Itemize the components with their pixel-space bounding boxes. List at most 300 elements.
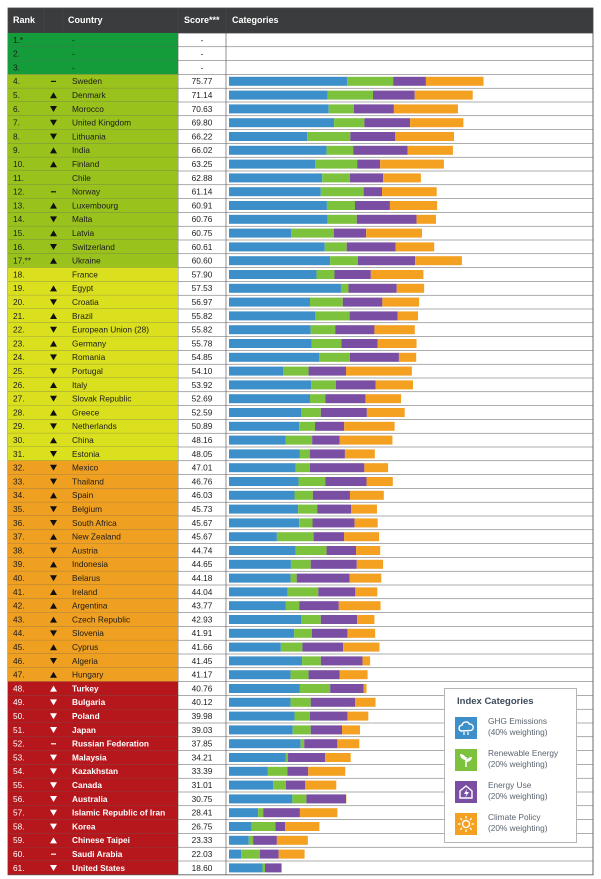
country-label: European Union (28) xyxy=(72,324,150,335)
bar-segment-energy-use xyxy=(393,77,426,86)
country-label: United Kingdom xyxy=(72,117,132,128)
bar-segment-energy-use xyxy=(357,215,417,224)
legend-label-renewable: Renewable Energy xyxy=(488,748,559,758)
bar-segment-ghg xyxy=(229,270,316,279)
bar-segment-renewable xyxy=(283,367,308,376)
country-label: Croatia xyxy=(72,297,99,307)
country-label: New Zealand xyxy=(72,531,121,542)
rank-label: 37. xyxy=(13,531,25,542)
bar-segment-ghg xyxy=(229,643,281,652)
bar-segment-energy-use xyxy=(343,298,383,307)
bar-segment-climate-policy xyxy=(380,160,444,169)
score-label: 60.60 xyxy=(191,255,213,266)
country-label: Turkey xyxy=(72,683,99,694)
bar-segment-renewable xyxy=(327,146,354,155)
rank-country-cell xyxy=(8,309,178,323)
country-label: Canada xyxy=(72,780,102,790)
score-label: 41.17 xyxy=(191,669,213,680)
score-label: 28.41 xyxy=(191,807,213,818)
rank-label: 30. xyxy=(13,435,25,445)
bar-segment-climate-policy xyxy=(340,436,393,445)
bar-segment-renewable xyxy=(311,325,335,334)
bar-segment-ghg xyxy=(229,712,295,721)
rank-label: 6. xyxy=(13,103,20,114)
bar-segment-energy-use xyxy=(335,325,374,334)
score-label: 55.78 xyxy=(191,338,213,349)
bar-segment-ghg xyxy=(229,863,262,872)
bar-segment-energy-use xyxy=(253,836,277,845)
bar-segment-renewable xyxy=(292,794,306,803)
bar-segment-renewable xyxy=(347,77,393,86)
country-label: Netherlands xyxy=(72,421,117,432)
score-label: 60.75 xyxy=(191,228,213,238)
bar-segment-energy-use xyxy=(350,311,398,320)
bar-segment-ghg xyxy=(229,118,334,127)
bar-segment-climate-policy xyxy=(364,463,388,472)
score-label: 43.77 xyxy=(191,600,213,611)
rank-label: 48. xyxy=(13,683,25,694)
bar-segment-energy-use xyxy=(321,656,363,665)
score-label: - xyxy=(200,48,204,59)
rank-label: 29. xyxy=(13,421,25,432)
score-label: 45.73 xyxy=(191,504,213,514)
rank-label: 17.** xyxy=(13,255,31,266)
bar-segment-energy-use xyxy=(336,380,376,389)
score-label: 54.10 xyxy=(191,366,213,376)
country-label: Romania xyxy=(72,352,106,363)
bar-segment-climate-policy xyxy=(308,767,345,776)
bar-segment-ghg xyxy=(229,615,301,624)
bar-segment-climate-policy xyxy=(397,311,418,320)
score-label: 54.85 xyxy=(191,352,213,363)
bar-segment-renewable xyxy=(301,739,305,748)
country-label: Luxembourg xyxy=(72,200,119,211)
bar-segment-renewable xyxy=(288,587,319,596)
score-label: 56.97 xyxy=(191,297,213,307)
bar-segment-ghg xyxy=(229,104,329,113)
bar-segment-climate-policy xyxy=(345,449,375,458)
bar-segment-energy-use xyxy=(317,505,351,514)
rank-country-cell xyxy=(8,61,178,75)
rank-label: 34. xyxy=(13,490,25,501)
bar-segment-energy-use xyxy=(297,574,350,583)
bar-segment-ghg xyxy=(229,353,319,362)
bar-segment-renewable xyxy=(341,284,349,293)
score-label: 47.01 xyxy=(191,462,213,473)
country-label: Switzerland xyxy=(72,241,115,252)
country-label: Mexico xyxy=(72,462,99,473)
score-label: 69.80 xyxy=(191,117,213,128)
bar-segment-climate-policy xyxy=(396,242,435,251)
bar-segment-renewable xyxy=(296,546,327,555)
rank-label: 47. xyxy=(13,669,25,680)
legend-item-renewable xyxy=(455,748,575,780)
bar-segment-renewable xyxy=(252,822,276,831)
bar-segment-energy-use xyxy=(299,601,339,610)
bar-segment-ghg xyxy=(229,587,288,596)
score-label: 48.05 xyxy=(191,448,213,459)
score-label: - xyxy=(200,34,204,45)
score-label: 46.76 xyxy=(191,476,213,487)
country-label: - xyxy=(72,34,75,45)
score-label: 44.74 xyxy=(191,545,213,556)
energy-use-icon xyxy=(455,781,477,803)
bar-segment-climate-policy xyxy=(366,229,422,238)
bar-segment-climate-policy xyxy=(415,256,462,265)
bar-segment-renewable xyxy=(311,380,336,389)
bar-segment-renewable xyxy=(300,449,310,458)
rank-label: 56. xyxy=(13,793,25,804)
bar-segment-ghg xyxy=(229,725,293,734)
country-label: Argentina xyxy=(72,600,108,611)
bar-segment-ghg xyxy=(229,256,330,265)
bar-segment-ghg xyxy=(229,698,291,707)
country-label: Australia xyxy=(72,793,108,804)
legend-item-climate-policy xyxy=(455,812,575,844)
bar-segment-ghg xyxy=(229,546,296,555)
bar-segment-climate-policy xyxy=(399,353,416,362)
rank-label: 20. xyxy=(13,297,25,307)
rank-label: 53. xyxy=(13,752,25,763)
bar-segment-climate-policy xyxy=(340,670,368,679)
country-label: India xyxy=(72,145,90,156)
bar-segment-climate-policy xyxy=(347,712,368,721)
bar-segment-renewable xyxy=(299,422,315,431)
score-label: 75.77 xyxy=(191,76,213,87)
country-label: Morocco xyxy=(72,103,104,114)
bar-segment-ghg xyxy=(229,505,298,514)
score-label: 48.16 xyxy=(191,435,213,445)
bar-segment-renewable xyxy=(321,187,364,196)
bar-segment-energy-use xyxy=(286,781,305,790)
country-label: Thailand xyxy=(72,476,104,487)
bar-segment-energy-use xyxy=(312,629,348,638)
bar-segment-renewable xyxy=(277,532,314,541)
country-label: Chile xyxy=(72,172,91,183)
bar-segment-ghg xyxy=(229,767,268,776)
bar-segment-ghg xyxy=(229,284,341,293)
score-label: 30.75 xyxy=(191,793,213,804)
country-label: - xyxy=(72,62,75,73)
bar-segment-ghg xyxy=(229,684,300,693)
bar-segment-ghg xyxy=(229,463,296,472)
rank-country-cell xyxy=(8,212,178,226)
score-label: 53.92 xyxy=(191,379,213,390)
bar-segment-climate-policy xyxy=(363,656,371,665)
header-score: Score*** xyxy=(184,15,220,25)
rank-label: 59. xyxy=(13,835,25,846)
score-label: 44.18 xyxy=(191,573,213,583)
bar-segment-energy-use xyxy=(364,118,410,127)
country-label: Ukraine xyxy=(72,255,101,266)
bar-segment-renewable xyxy=(268,767,287,776)
bar-segment-renewable xyxy=(298,477,325,486)
bar-segment-climate-policy xyxy=(417,215,436,224)
bar-segment-energy-use xyxy=(321,408,367,417)
score-label: 41.91 xyxy=(191,628,213,639)
score-label: 46.03 xyxy=(191,490,213,501)
bar-segment-renewable xyxy=(301,408,321,417)
bar-segment-climate-policy xyxy=(285,822,319,831)
bar-segment-energy-use xyxy=(327,546,357,555)
score-label: 37.85 xyxy=(191,738,213,749)
bar-segment-ghg xyxy=(229,574,291,583)
bar-segment-renewable xyxy=(316,270,334,279)
bar-segment-energy-use xyxy=(357,160,380,169)
legend xyxy=(444,688,577,843)
rank-label: 7. xyxy=(13,117,20,128)
score-label: 50.89 xyxy=(191,421,213,432)
rank-label: 27. xyxy=(13,393,25,404)
bar-segment-energy-use xyxy=(311,560,357,569)
bar-segment-climate-policy xyxy=(343,643,379,652)
bar-segment-climate-policy xyxy=(374,325,414,334)
bar-segment-climate-policy xyxy=(390,201,437,210)
bar-segment-ghg xyxy=(229,808,258,817)
rank-label: 44. xyxy=(13,628,25,639)
bar-segment-energy-use xyxy=(321,615,357,624)
bar-segment-climate-policy xyxy=(376,380,413,389)
rank-label: 24. xyxy=(13,352,25,363)
bar-segment-climate-policy xyxy=(355,587,377,596)
rank-label: 9. xyxy=(13,145,20,156)
score-label: 42.93 xyxy=(191,614,213,625)
country-label: United States xyxy=(72,862,126,873)
country-label: Greece xyxy=(72,407,100,418)
bar-segment-renewable xyxy=(291,229,333,238)
bar-segment-renewable xyxy=(295,712,310,721)
bar-segment-renewable xyxy=(302,656,321,665)
rank-label: 57. xyxy=(13,807,25,818)
country-label: Cyprus xyxy=(72,642,99,652)
country-label: Slovak Republic xyxy=(72,393,132,404)
rank-label: 19. xyxy=(13,283,25,294)
rank-label: 50. xyxy=(13,711,25,721)
bar-segment-ghg xyxy=(229,491,295,500)
rank-label: 33. xyxy=(13,476,25,487)
legend-weight-ghg: (40% weighting) xyxy=(488,727,548,737)
bar-segment-ghg xyxy=(229,91,328,100)
country-label: Hungary xyxy=(72,669,104,680)
rank-label: 13. xyxy=(13,200,25,211)
bar-segment-climate-policy xyxy=(382,187,437,196)
bar-segment-renewable xyxy=(295,491,313,500)
bar-segment-ghg xyxy=(229,242,325,251)
bar-segment-energy-use xyxy=(318,587,355,596)
score-label: 60.61 xyxy=(191,241,213,252)
bar-segment-climate-policy xyxy=(357,560,383,569)
score-label: 41.45 xyxy=(191,655,213,666)
score-label: 44.04 xyxy=(191,586,213,597)
country-label: - xyxy=(72,48,75,59)
legend-weight-energy-use: (20% weighting) xyxy=(488,791,548,801)
bar-segment-ghg xyxy=(229,822,252,831)
bar-segment-energy-use xyxy=(310,463,364,472)
bar-segment-energy-use xyxy=(309,670,340,679)
country-label: Belarus xyxy=(72,573,101,583)
country-label: Islamic Republic of Iran xyxy=(72,807,166,818)
bar-segment-ghg xyxy=(229,601,286,610)
bar-segment-ghg xyxy=(229,380,311,389)
country-label: Denmark xyxy=(72,90,106,100)
rank-label: 1.* xyxy=(13,34,24,45)
score-label: 40.12 xyxy=(191,697,213,708)
legend-item-ghg xyxy=(455,716,575,748)
score-label: 62.88 xyxy=(191,172,213,183)
score-label: 71.14 xyxy=(191,90,213,100)
bar-segment-ghg xyxy=(229,173,322,182)
bar-segment-renewable xyxy=(258,808,263,817)
country-label: Finland xyxy=(72,159,100,169)
bar-segment-ghg xyxy=(229,339,312,348)
rank-label: 36. xyxy=(13,517,25,528)
legend-item-energy-use xyxy=(455,780,575,812)
bar-segment-ghg xyxy=(229,229,291,238)
bar-segment-renewable xyxy=(286,601,299,610)
bar-segment-ghg xyxy=(229,215,328,224)
rank-label: 10. xyxy=(13,159,25,169)
bar-segment-renewable xyxy=(328,91,373,100)
rank-label: 35. xyxy=(13,504,25,514)
score-label: 63.25 xyxy=(191,159,213,169)
bar-segment-climate-policy xyxy=(367,408,405,417)
rank-label: 40. xyxy=(13,573,25,583)
bar-segment-ghg xyxy=(229,656,302,665)
header-categories: Categories xyxy=(232,15,279,25)
bar-segment-energy-use xyxy=(325,477,366,486)
bar-segment-ghg xyxy=(229,77,347,86)
rank-label: 58. xyxy=(13,821,25,832)
bar-segment-energy-use xyxy=(325,394,365,403)
bar-segment-renewable xyxy=(262,863,265,872)
bar-segment-energy-use xyxy=(311,698,355,707)
sun-icon xyxy=(455,813,477,835)
bar-segment-energy-use xyxy=(354,104,394,113)
bar-segment-ghg xyxy=(229,146,327,155)
bar-segment-energy-use xyxy=(350,173,383,182)
score-label: 66.22 xyxy=(191,131,213,142)
bar-segment-climate-policy xyxy=(277,836,308,845)
country-label: Latvia xyxy=(72,228,95,238)
rank-label: 45. xyxy=(13,642,25,652)
bar-segment-energy-use xyxy=(350,132,395,141)
country-label: Russian Federation xyxy=(72,738,149,749)
country-label: Malaysia xyxy=(72,752,107,763)
rank-label: 52. xyxy=(13,738,25,749)
rank-label: 39. xyxy=(13,559,25,570)
rank-label: 42. xyxy=(13,600,25,611)
bar-segment-ghg xyxy=(229,325,311,334)
rank-label: 43. xyxy=(13,614,25,625)
rank-label: 4. xyxy=(13,76,20,87)
score-label: 44.65 xyxy=(191,559,213,570)
bar-segment-ghg xyxy=(229,781,273,790)
country-label: Indonesia xyxy=(72,559,108,570)
rank-label: 41. xyxy=(13,586,25,597)
legend-weight-climate-policy: (20% weighting) xyxy=(488,823,548,833)
bar-segment-climate-policy xyxy=(355,698,376,707)
legend-label-energy-use: Energy Use xyxy=(488,780,532,790)
rank-country-cell xyxy=(8,143,178,157)
bar-segment-renewable xyxy=(300,684,330,693)
bar-segment-ghg xyxy=(229,394,310,403)
country-label: Slovenia xyxy=(72,628,104,639)
bar-segment-climate-policy xyxy=(365,394,401,403)
score-label: 52.59 xyxy=(191,407,213,418)
bar-segment-climate-policy xyxy=(346,367,412,376)
country-label: Kazakhstan xyxy=(72,766,119,777)
header-rank: Rank xyxy=(13,15,36,25)
score-label: 41.66 xyxy=(191,642,213,652)
bar-segment-renewable xyxy=(312,339,342,348)
bar-segment-renewable xyxy=(273,781,286,790)
bar-segment-energy-use xyxy=(341,339,377,348)
rank-label: 49. xyxy=(13,697,25,708)
bar-segment-energy-use xyxy=(347,242,396,251)
bar-segment-energy-use xyxy=(373,91,415,100)
bar-segment-renewable xyxy=(328,215,357,224)
bar-segment-energy-use xyxy=(304,739,337,748)
bar-segment-climate-policy xyxy=(350,491,384,500)
bar-segment-climate-policy xyxy=(383,173,421,182)
bar-segment-climate-policy xyxy=(397,284,424,293)
rank-label: 61. xyxy=(13,862,25,873)
bar-segment-climate-policy xyxy=(415,91,473,100)
rank-label: 11. xyxy=(13,172,24,183)
country-label: Czech Republic xyxy=(72,614,131,625)
bar-segment-ghg xyxy=(229,298,310,307)
bar-segment-energy-use xyxy=(353,146,407,155)
bar-segment-climate-policy xyxy=(342,725,360,734)
bar-segment-renewable xyxy=(241,850,260,859)
rank-label: 16. xyxy=(13,241,25,252)
score-label: 52.69 xyxy=(191,393,213,404)
bar-segment-climate-policy xyxy=(395,132,454,141)
bar-segment-energy-use xyxy=(313,518,355,527)
country-label: Ireland xyxy=(72,586,98,597)
bar-segment-energy-use xyxy=(313,491,350,500)
bar-segment-energy-use xyxy=(315,422,344,431)
country-label: Bulgaria xyxy=(72,697,106,708)
bar-segment-energy-use xyxy=(310,712,347,721)
bar-segment-energy-use xyxy=(334,229,366,238)
bar-segment-climate-policy xyxy=(339,601,381,610)
bar-segment-climate-policy xyxy=(356,546,380,555)
bar-segment-energy-use xyxy=(349,284,397,293)
bar-segment-ghg xyxy=(229,850,241,859)
bar-segment-renewable xyxy=(329,104,354,113)
rank-label: 54. xyxy=(13,766,25,777)
country-label: Malta xyxy=(72,214,93,225)
bar-segment-renewable xyxy=(249,836,253,845)
bar-segment-energy-use xyxy=(312,436,339,445)
bar-segment-renewable xyxy=(330,256,358,265)
bar-segment-climate-policy xyxy=(371,270,424,279)
country-label: Japan xyxy=(72,724,96,735)
bar-segment-renewable xyxy=(322,173,350,182)
bar-segment-ghg xyxy=(229,436,286,445)
bar-segment-climate-policy xyxy=(350,574,382,583)
bar-segment-renewable xyxy=(301,615,321,624)
country-label: Egypt xyxy=(72,283,94,294)
bar-segment-ghg xyxy=(229,532,277,541)
rank-label: 5. xyxy=(13,90,20,100)
score-label: 40.76 xyxy=(191,683,213,694)
legend-label-ghg: GHG Emissions xyxy=(488,716,548,726)
bar-segment-ghg xyxy=(229,739,301,748)
bar-segment-energy-use xyxy=(265,863,282,872)
bar-segment-climate-policy xyxy=(344,422,394,431)
